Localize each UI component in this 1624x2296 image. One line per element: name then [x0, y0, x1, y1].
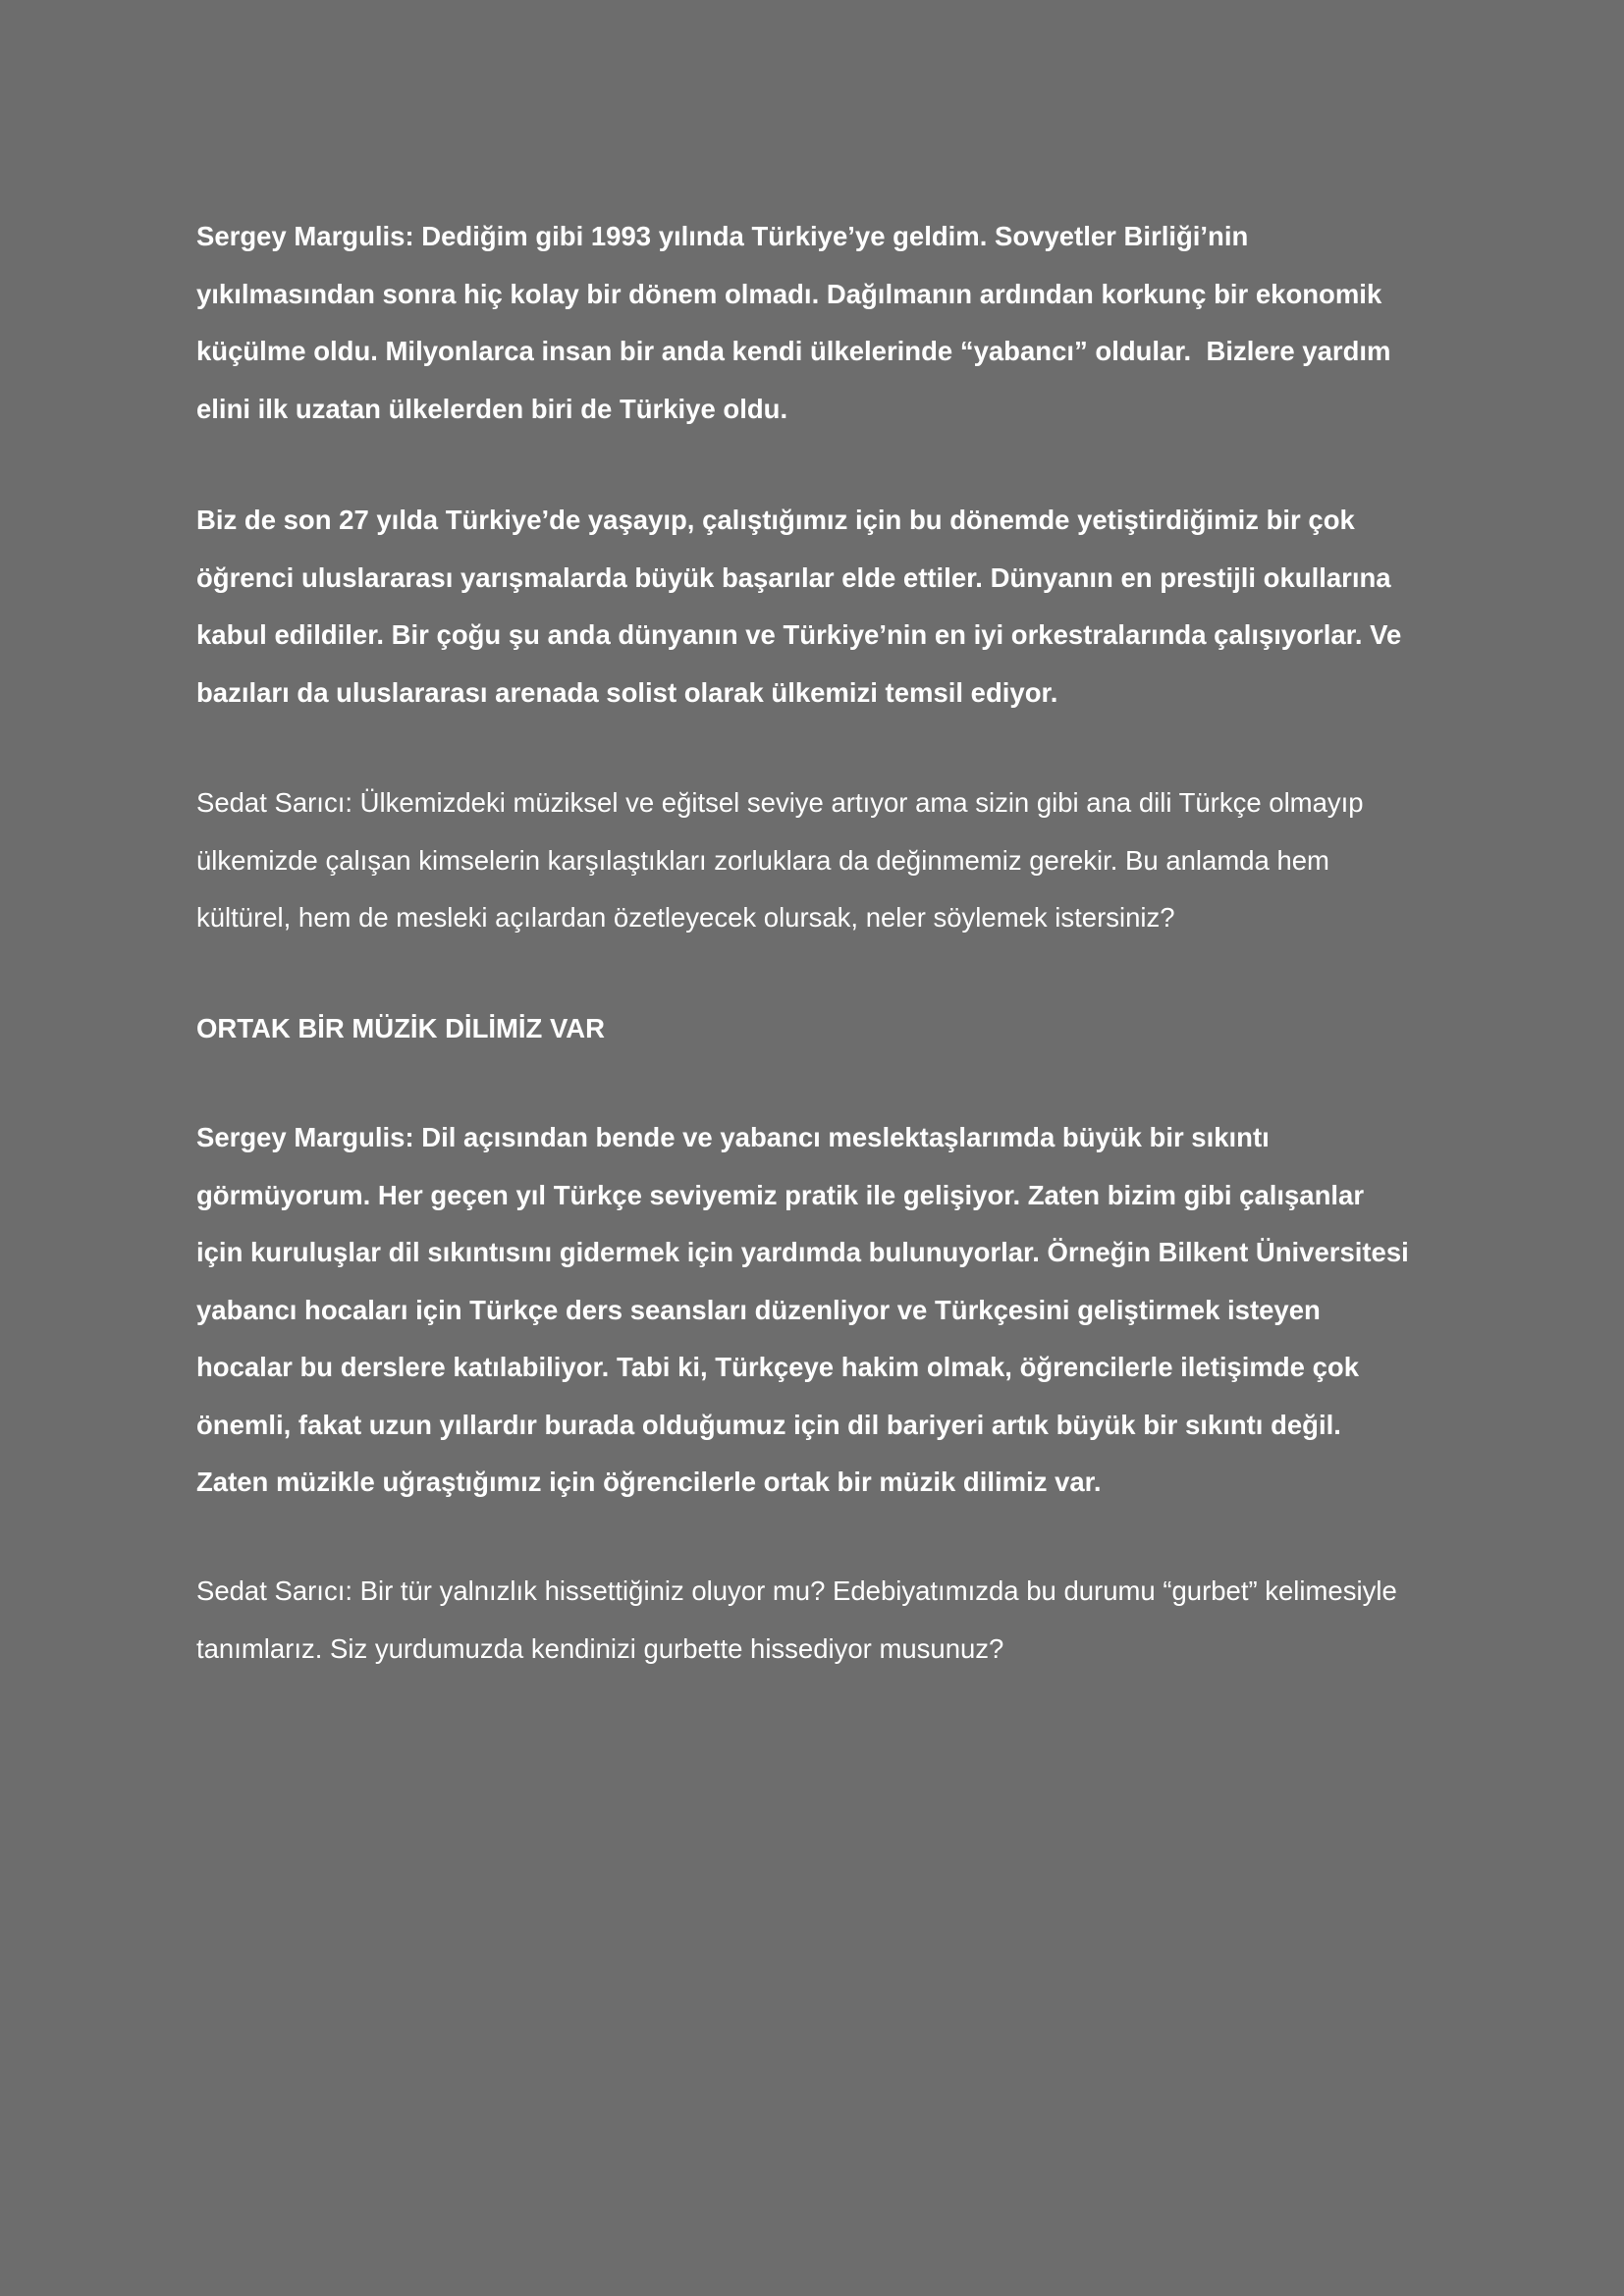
text-line: kültürel, hem de mesleki açılardan özetleyecek olursak, neler söylemek istersiniz? [196, 902, 1175, 933]
answer-paragraph-margulis-1 [196, 208, 1473, 438]
text-line: Biz de son 27 yılda Türkiye’de yaşayıp, çalıştığımız için bu dönemde yetiştirdiğimiz bir çok [196, 505, 1355, 535]
text-line: önemli, fakat uzun yıllardır burada olduğumuz için dil bariyeri artık büyük bir sıkıntı değil. [196, 1409, 1341, 1440]
text-line: için kuruluşlar dil sıkıntısını gidermek için yardımda bulunuyorlar. Örneğin Bilkent Üniversitesi [196, 1237, 1409, 1267]
section-heading [196, 1000, 1473, 1058]
text-line: ülkemizde çalışan kimselerin karşılaştıkları zorluklara da değinmemiz gerekir. Bu anlamda hem [196, 844, 1329, 876]
question-paragraph-sarici-2 [196, 1563, 1473, 1678]
text-line: Zaten müzikle uğraştığımız için öğrencilerle ortak bir müzik dilimiz var. [196, 1467, 1102, 1497]
text-line: Sergey Margulis: Dil açısından bende ve yabancı meslektaşlarımda büyük bir sıkıntı [196, 1122, 1270, 1152]
answer-paragraph-margulis-2 [196, 492, 1473, 721]
text-line: tanımlarız. Siz yurdumuzda kendinizi gurbette hissediyor musunuz? [196, 1632, 1004, 1664]
text-line: kabul edildiler. Bir çoğu şu anda dünyanın ve Türkiye’nin en iyi orkestralarında çalışıyorlar. Ve [196, 619, 1402, 650]
text-line: Sedat Sarıcı: Bir tür yalnızlık hissettiğiniz oluyor mu? Edebiyatımızda bu durumu “gurbet” kelimesiyle [196, 1575, 1397, 1606]
text-line: hocalar bu derslere katılabiliyor. Tabi ki, Türkçeye hakim olmak, öğrencilerle iletişimde çok [196, 1352, 1360, 1382]
text-line: küçülme oldu. Milyonlarca insan bir anda kendi ülkelerinde “yabancı” oldular. Bizlere yardım [196, 336, 1391, 366]
text-line: yıkılmasından sonra hiç kolay bir dönem olmadı. Dağılmanın ardından korkunç bir ekonomik [196, 278, 1382, 309]
text-line: öğrenci uluslararası yarışmalarda büyük başarılar elde ettiler. Dünyanın en prestijli okullarına [196, 561, 1391, 593]
text-line: Sedat Sarıcı: Ülkemizdeki müziksel ve eğitsel seviye artıyor ama sizin gibi ana dili Türkçe olmayıp [196, 787, 1364, 818]
text-line: bazıları da uluslararası arenada solist olarak ülkemizi temsil ediyor. [196, 676, 1058, 708]
heading-text: ORTAK BİR MÜZİK DİLİMİZ VAR [196, 1013, 606, 1043]
text-line: Sergey Margulis: Dediğim gibi 1993 yılında Türkiye’ye geldim. Sovyetler Birliği’nin [196, 221, 1249, 251]
question-paragraph-sarici-1 [196, 774, 1473, 947]
text-line: yabancı hocaları için Türkçe ders seansları düzenliyor ve Türkçesini geliştirmek isteyen [196, 1294, 1321, 1325]
text-line: görmüyorum. Her geçen yıl Türkçe seviyemiz pratik ile gelişiyor. Zaten bizim gibi çalışanlar [196, 1179, 1365, 1210]
answer-paragraph-margulis-3 [196, 1109, 1473, 1512]
text-line: elini ilk uzatan ülkelerden biri de Türkiye oldu. [196, 393, 788, 424]
